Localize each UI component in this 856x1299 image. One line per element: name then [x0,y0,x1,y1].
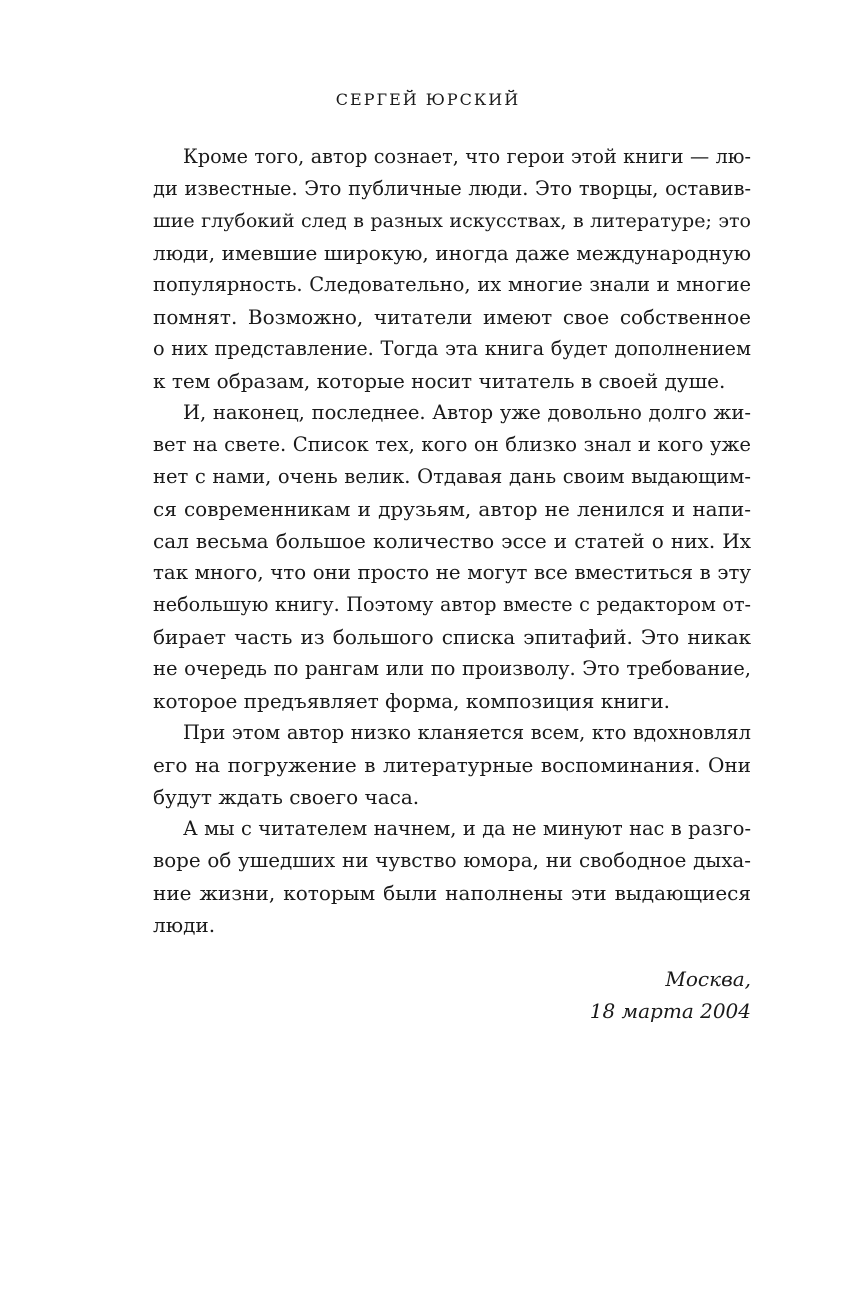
signature-date: 18 марта 2004 [589,999,751,1023]
signature [590,963,751,1027]
text-line: Кроме того, автор сознает, что герои этой книги — лю- [183,145,751,168]
text-line: ся современникам и друзьям, автор не ленился и напи- [153,497,751,521]
text-line: шие глубокий след в разных искусствах, в литературе; это [153,210,751,232]
text-line: бирает часть из большого списка эпитафий. Это никак [153,625,751,649]
text-line: его на погружение в литературные воспоминания. Они [153,753,751,777]
paragraph [153,813,751,941]
text-line: воре об ушедших ни чувство юмора, ни свободное дыха- [153,849,751,872]
body-text [153,141,751,941]
text-line: люди, имевшие широкую, иногда даже международную [153,241,751,265]
text-line: А мы с читателем начнем, и да не минуют нас в разго- [183,817,751,840]
text-line: не очередь по рангам или по произволу. Это требование, [153,657,751,680]
text-line: о них представление. Тогда эта книга будет дополнением [153,337,751,360]
text-line: сал весьма большое количество эссе и статей о них. Их [153,529,751,553]
text-line: При этом автор низко кланяется всем, кто вдохновлял [183,721,751,744]
text-line: будут ждать своего часа. [153,785,420,809]
signature-place: Москва, [665,967,751,991]
text-line: нет с нами, очень велик. Отдавая дань своим выдающим- [153,465,751,488]
text-line: так много, что они просто не могут все вместиться в эту [153,561,751,584]
text-line: вет на свете. Список тех, кого он близко знал и кого уже [153,433,751,456]
text-line: ди известные. Это публичные люди. Это творцы, оставив- [153,177,751,200]
text-line: которое предъявляет форма, композиция книги. [153,689,671,713]
text-line: ние жизни, которым были наполнены эти выдающиеся [153,881,751,905]
text-line: люди. [153,913,216,937]
paragraph [153,141,751,397]
text-line: небольшую книгу. Поэтому автор вместе с редактором от- [153,593,751,616]
text-line: И, наконец, последнее. Автор уже довольно долго жи- [183,401,751,424]
text-line: популярность. Следовательно, их многие знали и многие [153,273,751,296]
text-line: к тем образам, которые носит читатель в своей душе. [153,369,726,393]
text-line: помнят. Возможно, читатели имеют свое собственное [153,305,751,329]
running-head: СЕРГЕЙ ЮРСКИЙ [335,90,521,109]
paragraph [153,397,751,717]
paragraph [153,717,751,813]
